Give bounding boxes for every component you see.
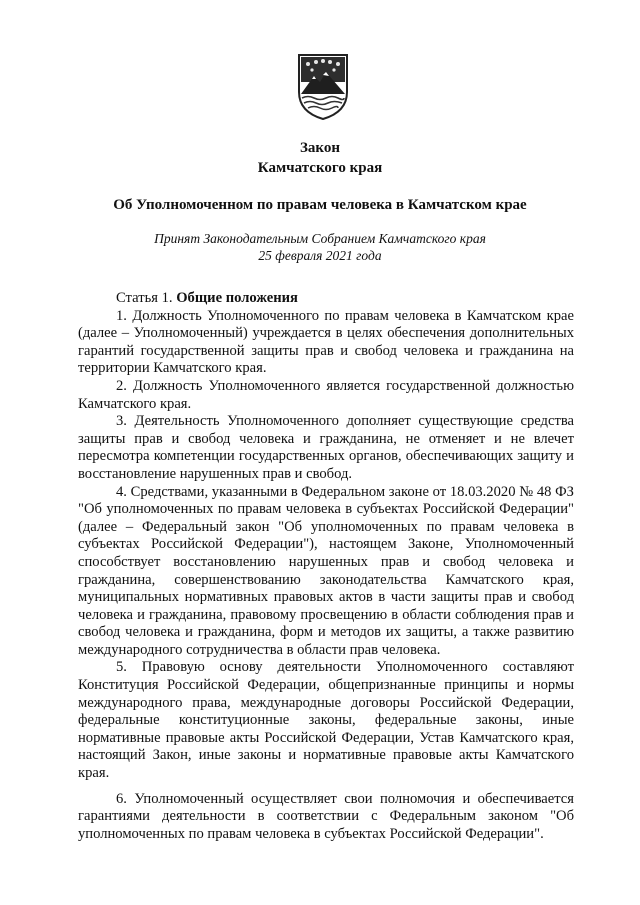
region-heading: Камчатского края (257, 160, 383, 176)
paragraph-2: 2. Должность Уполномоченного является государственной должностью Камчатского края. (78, 377, 574, 412)
kamchatka-coat-of-arms-icon (296, 52, 350, 122)
article-number: Статья 1. (116, 290, 173, 306)
paragraph-5: 5. Правовую основу деятельности Уполномоченного составляют Конституция Российской Федерации, общепризнанные принципы и нормы международного права, международные договоры Российской Федерации, федеральные конституционные законы, федеральные законы, иные нормативные правовые акты Российской Федерации, Устав Камчатского края, настоящий Закон, иные законы и нормативные правовые акты Камчатского края. (78, 659, 574, 782)
paragraph-4: 4. Средствами, указанными в Федеральном законе от 18.03.2020 № 48 ФЗ "Об уполномоченных по правам человека в субъектах Российской Федерации" (далее – Федеральный закон "Об уполномоченных по правам человека в субъектах Российской Федерации"), настоящем Законе, Уполномоченный способствует восстановлению нарушенных прав и свобод человека и гражданина, совершенствованию законодательства Камчатского края, муниципальных нормативных правовых актов в части защиты прав и свобод человека и гражданина, правовому просвещению в области соблюдения прав и свобод человека и гражданина, форм и методов их защиты, а также развитию международного сотрудничества в области прав человека. (78, 483, 574, 658)
paragraph-1: 1. Должность Уполномоченного по правам человека в Камчатском крае (далее – Уполномоченный) учреждается в целях обеспечения дополнительных гарантий государственной защиты прав и свобод человека и гражданина на территории Камчатского края. (78, 307, 574, 377)
adoption-note: Принят Законодательным Собранием Камчатского края (154, 231, 486, 246)
article-heading (78, 290, 574, 308)
article-title: Общие положения (176, 290, 298, 306)
law-name: Об Уполномоченном по правам человека в Камчатском крае (113, 197, 527, 213)
law-body (78, 290, 574, 843)
law-heading: Закон (299, 140, 340, 156)
paragraph-6: 6. Уполномоченный осуществляет свои полномочия и обеспечивается гарантиями деятельности в соответствии с Федеральным законом "Об уполномоченных по правам человека в субъектах Российской Федерации". (78, 790, 574, 842)
paragraph-3: 3. Деятельность Уполномоченного дополняет существующие средства защиты прав и свобод человека и гражданина, не отменяет и не влечет пересмотра компетенции государственных органов, обеспечивающих защиту и восстановление нарушенных прав и свобод. (78, 413, 574, 482)
adoption-date: 25 февраля 2021 года (258, 248, 382, 263)
